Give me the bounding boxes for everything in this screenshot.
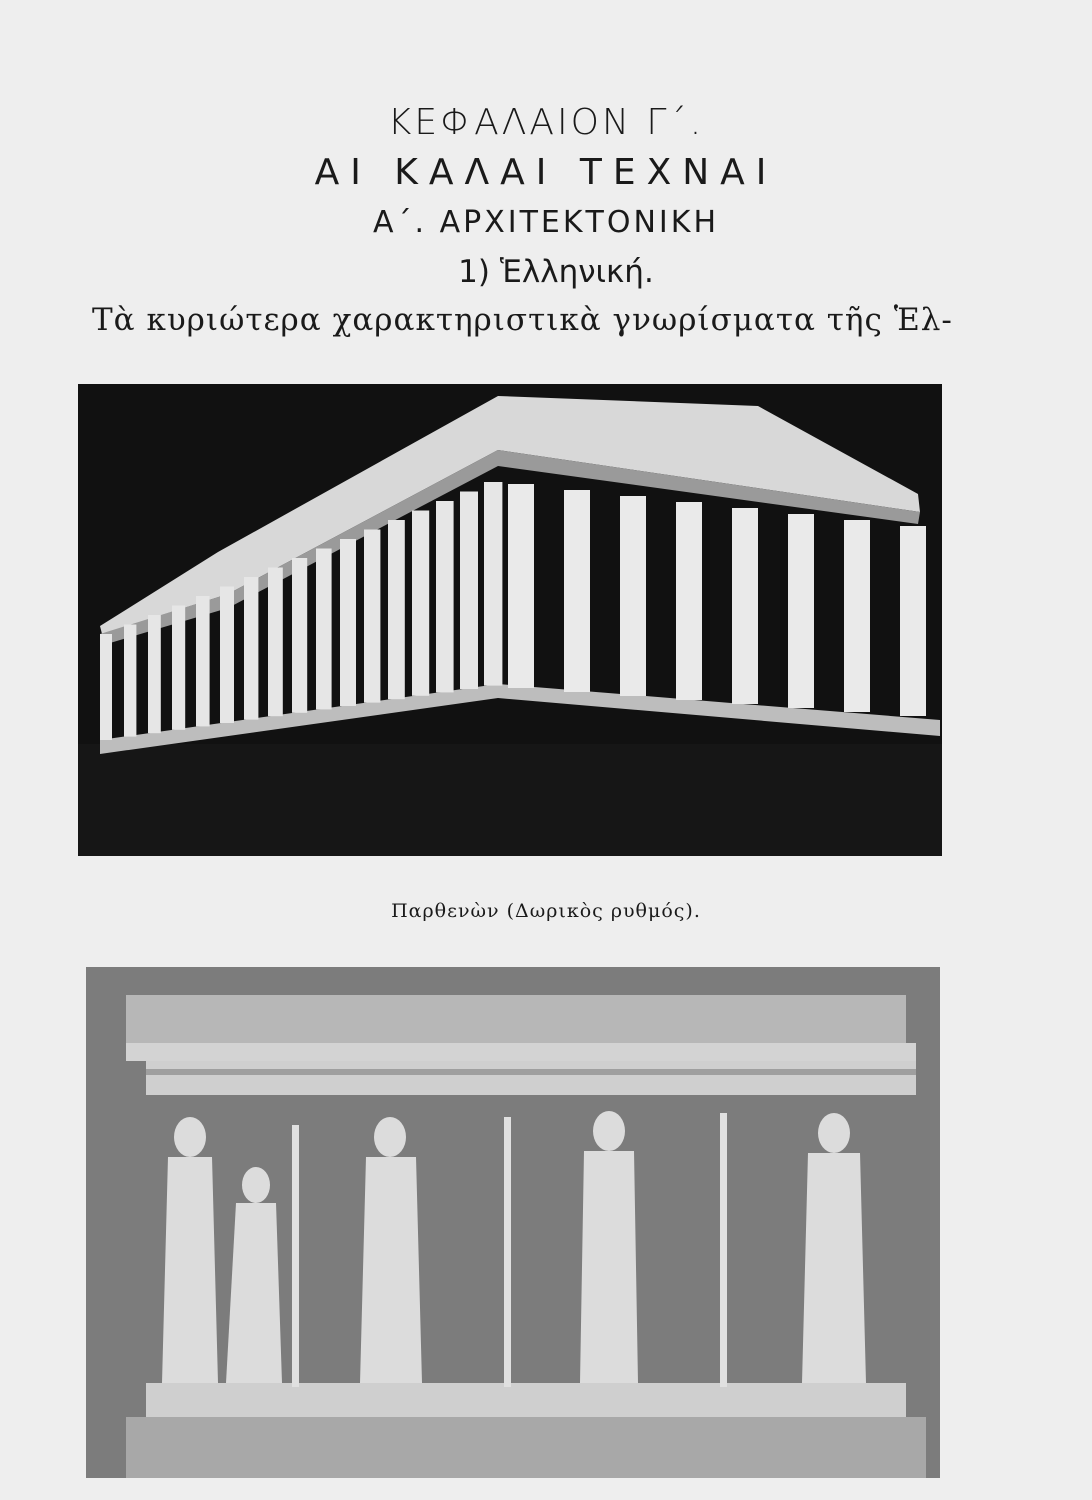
caryatids-photo bbox=[86, 967, 940, 1478]
figure-caption: Παρθενὼν (Δωρικὸς ρυθμός). bbox=[391, 900, 701, 922]
subsection-title: Α΄. ΑΡΧΙΤΕΚΤΟΝΙΚΗ bbox=[372, 205, 720, 240]
parthenon-photo bbox=[78, 384, 942, 856]
section-title: ΑΙ ΚΑΛΑΙ ΤΕΧΝΑΙ bbox=[314, 152, 778, 193]
chapter-title: ΚΕΦΑΛΑΙΟΝ Γ΄. bbox=[387, 102, 705, 143]
body-text-line: Τὰ κυριώτερα χαρακτηριστικὰ γνωρίσματα τῆς Ἑλ- bbox=[92, 302, 953, 338]
subsubsection-title: 1) Ἑλληνική. bbox=[458, 254, 654, 290]
